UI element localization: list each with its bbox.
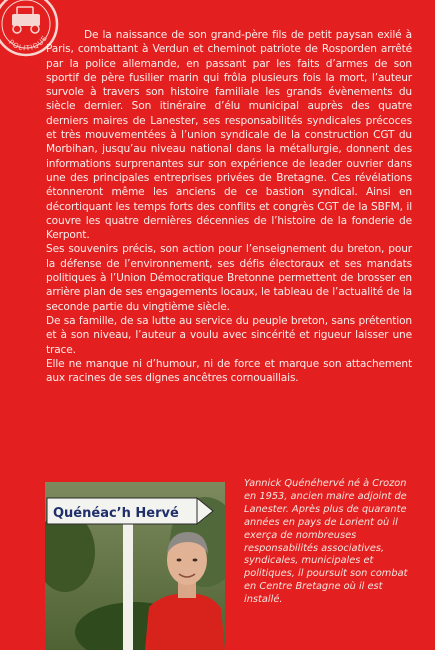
blurb-paragraph: De la naissance de son grand-père fils de petit paysan exilé à Paris, combattant à Verdun et cheminot patriote de Rosporden arrêté par la police allemande, en passant par les faits d’armes de son sportif de père fusilier marin qui frôla plusieurs fois la mort, l’auteur survole à travers son histoire familiale les grands évènements du siècle dernier. Son itinéraire d’élu municipal auprès des quatre derniers maires de Lanester, ses responsabilités syndicales précoces et très mouvementées à l’union syndicale de la construction CGT du Morbihan, jusqu’au niveau national dans la métallurgie, donnent des informations surprenantes sur son expérience de leader ouvrier dans une des principales entreprises privées de Bretagne. Ces révélations étonneront même les anciens de ce bastion syndical. Ainsi en décortiquant les temps forts des conflits et congrès CGT de la SBFM, il couvre les quatre dernières décennies de l’histoire de la fonderie de Kerpont. — [46, 29, 412, 242]
back-cover-blurb — [46, 28, 412, 385]
logo-text: POLITIQUE — [6, 33, 50, 53]
blurb-paragraph: Ses souvenirs précis, son action pour l’enseignement du breton, pour la défense de l’environnement, ses défis électoraux et ses mandats politiques à l’Union Démocratique Bretonne permettent de brosser en arrière plan de ses engagements locaux, le tableau de l’actualité de la seconde partie du vingtième siècle. — [46, 243, 412, 313]
author-photo — [45, 482, 225, 650]
blurb-paragraph: Elle ne manque ni d’humour, ni de force et marque son attachement aux racines de ses dignes ancêtres cornouaillais. — [46, 357, 412, 385]
blurb-paragraph: De sa famille, de sa lutte au service du peuple breton, sans prétention et à son niveau, l’auteur a voulu avec sincérité et rigueur laisser une trace. — [46, 314, 412, 356]
sign-text: Quénéac’h Hervé — [53, 506, 179, 521]
author-bio-caption: Yannick Quénéhervé né à Crozon en 1953, ancien maire adjoint de Lanester. Après plus de quarante années en pays de Lorient où il exerça de nombreuses responsabilités associatives, syndicales, municipales et politiques, il poursuit son combat en Centre Bretagne où il est installé. — [244, 478, 408, 606]
